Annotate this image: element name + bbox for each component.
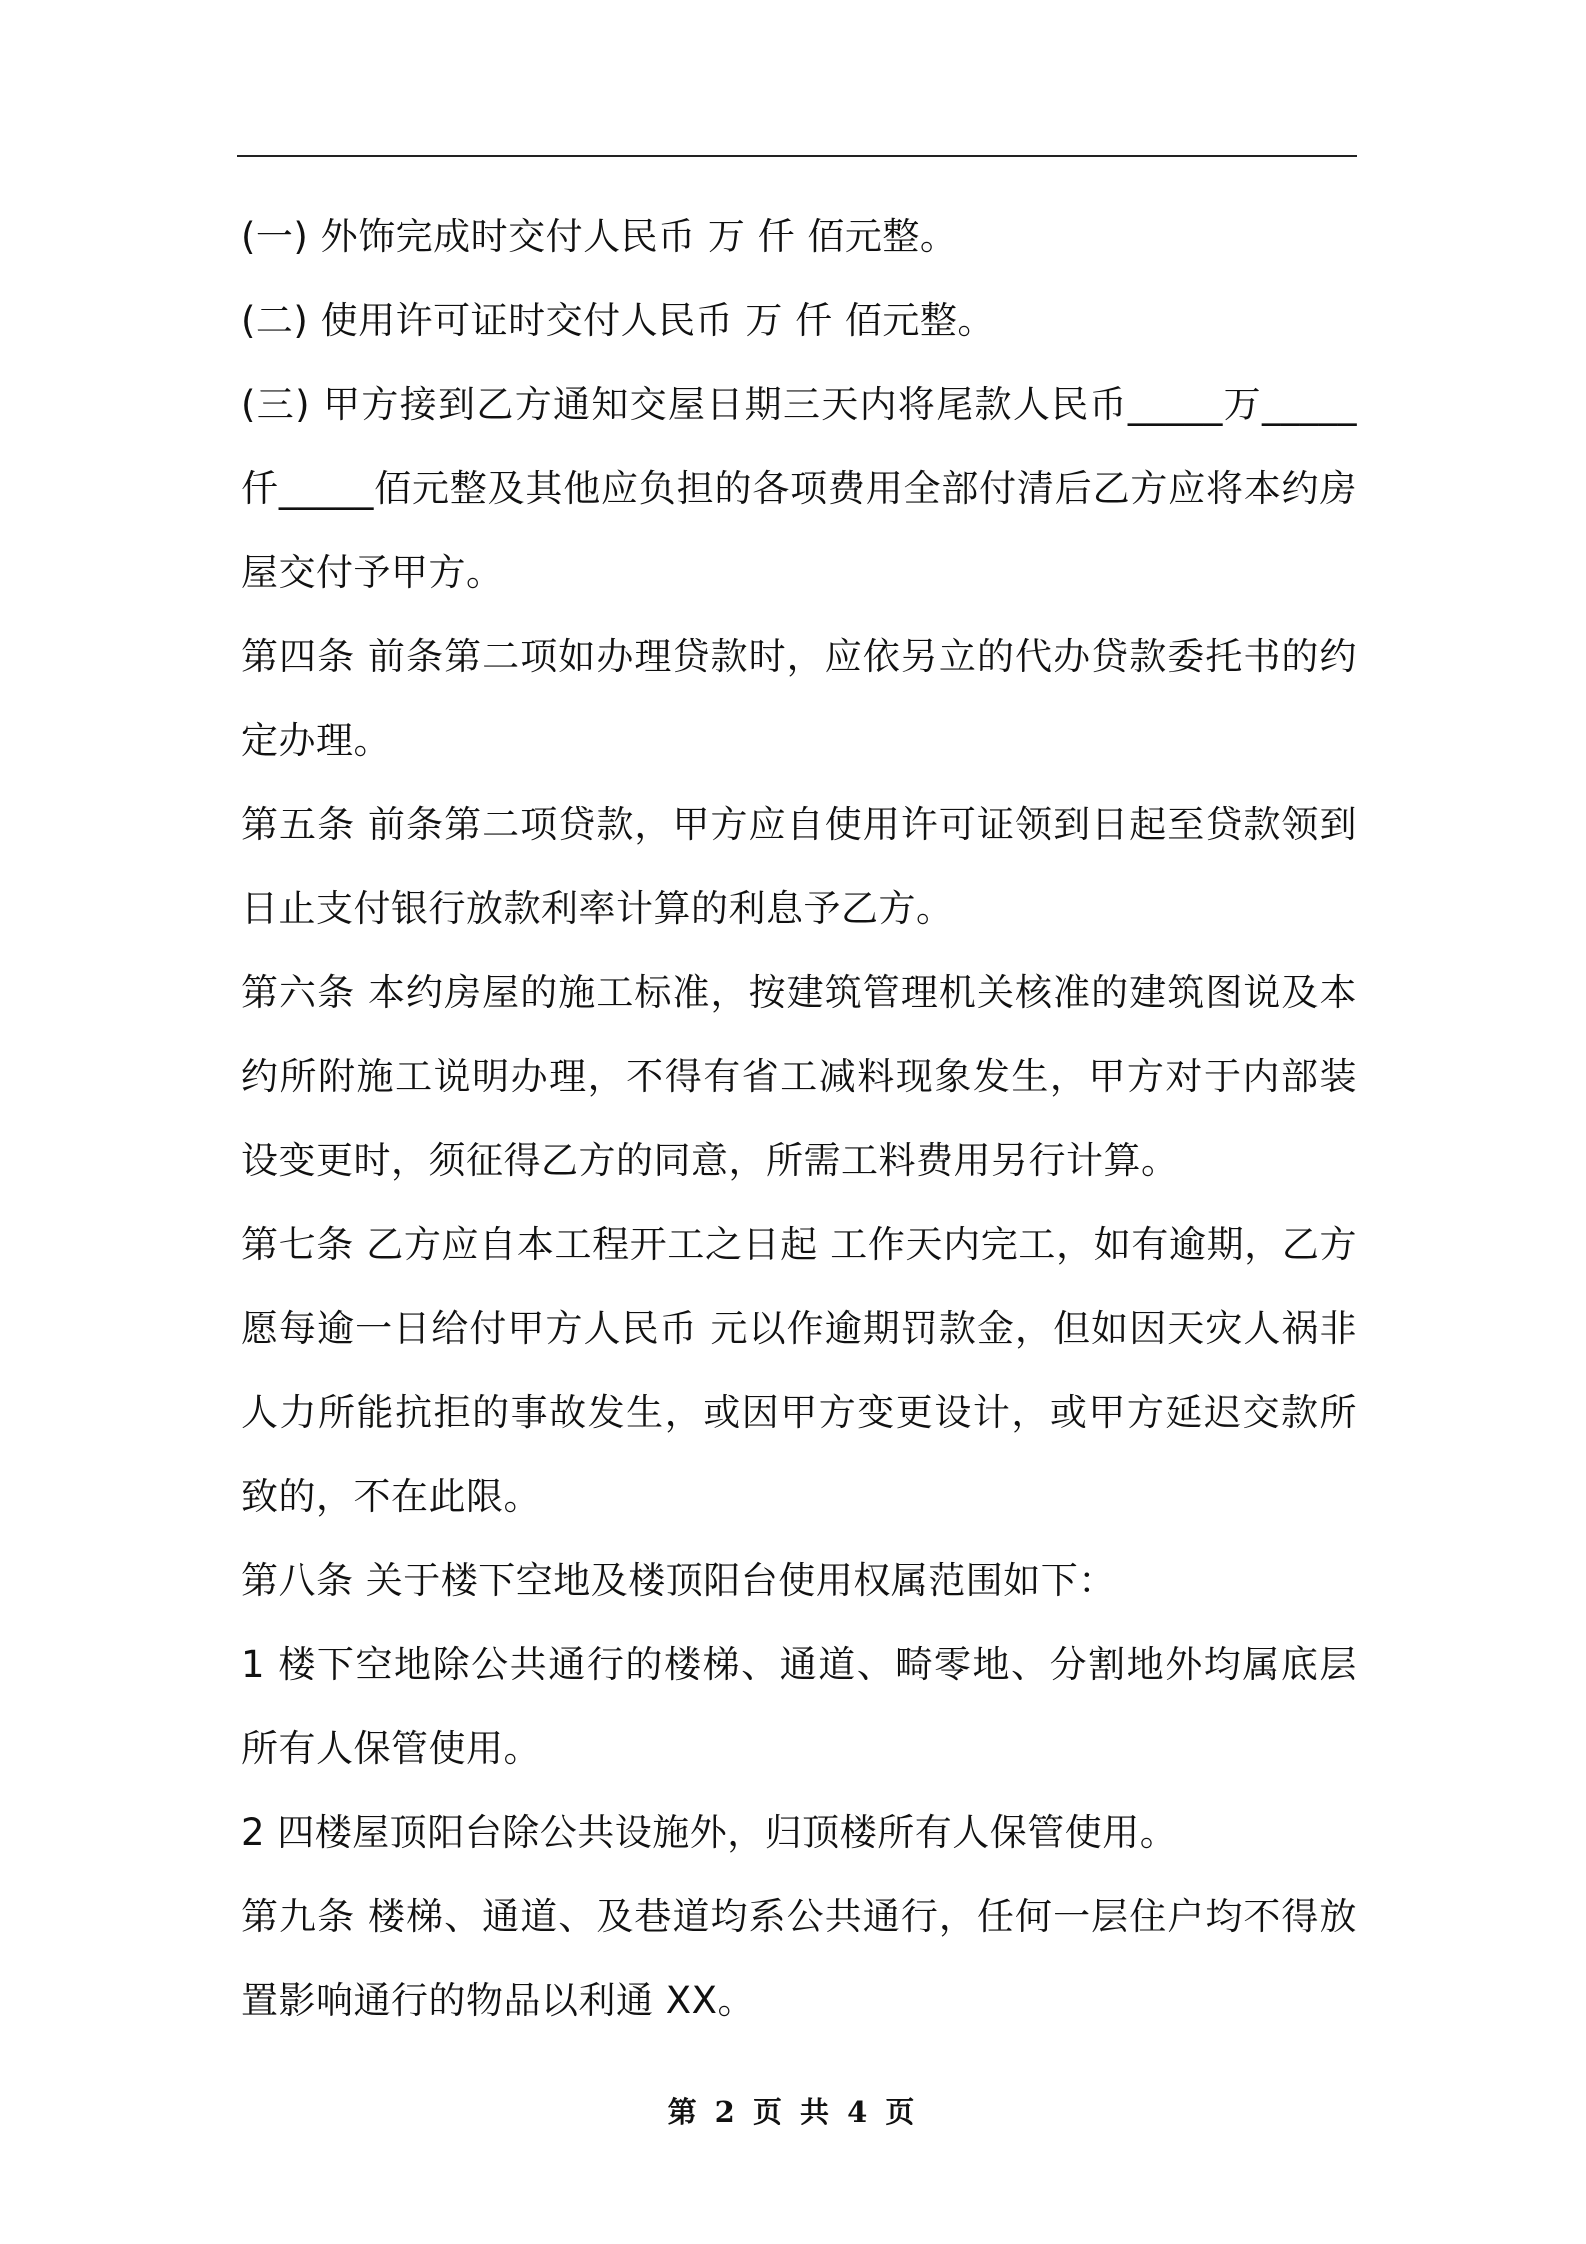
paragraph-payment-permit: (二) 使用许可证时交付人民币 万 仟 佰元整。 bbox=[241, 299, 995, 342]
paragraph-article-8-item-2: 2 四楼屋顶阳台除公共设施外，归顶楼所有人保管使用。 bbox=[241, 1811, 1178, 1854]
paragraph-article-6: 第六条 本约房屋的施工标准，按建筑管理机关核准的建筑图说及本约所附施工说明办理，不得有省工减料现象发生，甲方对于内部装设变更时，须征得乙方的同意，所需工料费用另行计算。 bbox=[241, 971, 1357, 1182]
document-body bbox=[241, 195, 1357, 2043]
paragraph-article-9: 第九条 楼梯、通道、及巷道均系公共通行，任何一层住户均不得放置影响通行的物品以利通 XX。 bbox=[241, 1895, 1357, 2022]
paragraph-article-4: 第四条 前条第二项如办理贷款时，应依另立的代办贷款委托书的约定办理。 bbox=[241, 635, 1357, 762]
paragraph-article-5: 第五条 前条第二项贷款，甲方应自使用许可证领到日起至贷款领到日止支付银行放款利率计算的利息予乙方。 bbox=[241, 803, 1357, 930]
paragraph-article-8-item-1: 1 楼下空地除公共通行的楼梯、通道、畸零地、分割地外均属底层所有人保管使用。 bbox=[241, 1643, 1357, 1770]
paragraph-article-7: 第七条 乙方应自本工程开工之日起 工作天内完工，如有逾期，乙方愿每逾一日给付甲方人民币 元以作逾期罚款金，但如因天灾人祸非人力所能抗拒的事故发生，或因甲方变更设计，或甲方延迟交款所致的，不在此限。 bbox=[241, 1223, 1357, 1518]
page-number-footer: 第 2 页 共 4 页 bbox=[667, 2095, 919, 2129]
header-rule bbox=[237, 155, 1357, 157]
paragraph-payment-exterior: (一) 外饰完成时交付人民币 万 仟 佰元整。 bbox=[241, 215, 958, 258]
paragraph-article-8: 第八条 关于楼下空地及楼顶阳台使用权属范围如下： bbox=[241, 1559, 1116, 1602]
paragraph-final-payment: (三) 甲方接到乙方通知交屋日期三天内将尾款人民币_____万_____仟_____佰元整及其他应负担的各项费用全部付清后乙方应将本约房屋交付予甲方。 bbox=[241, 383, 1357, 594]
